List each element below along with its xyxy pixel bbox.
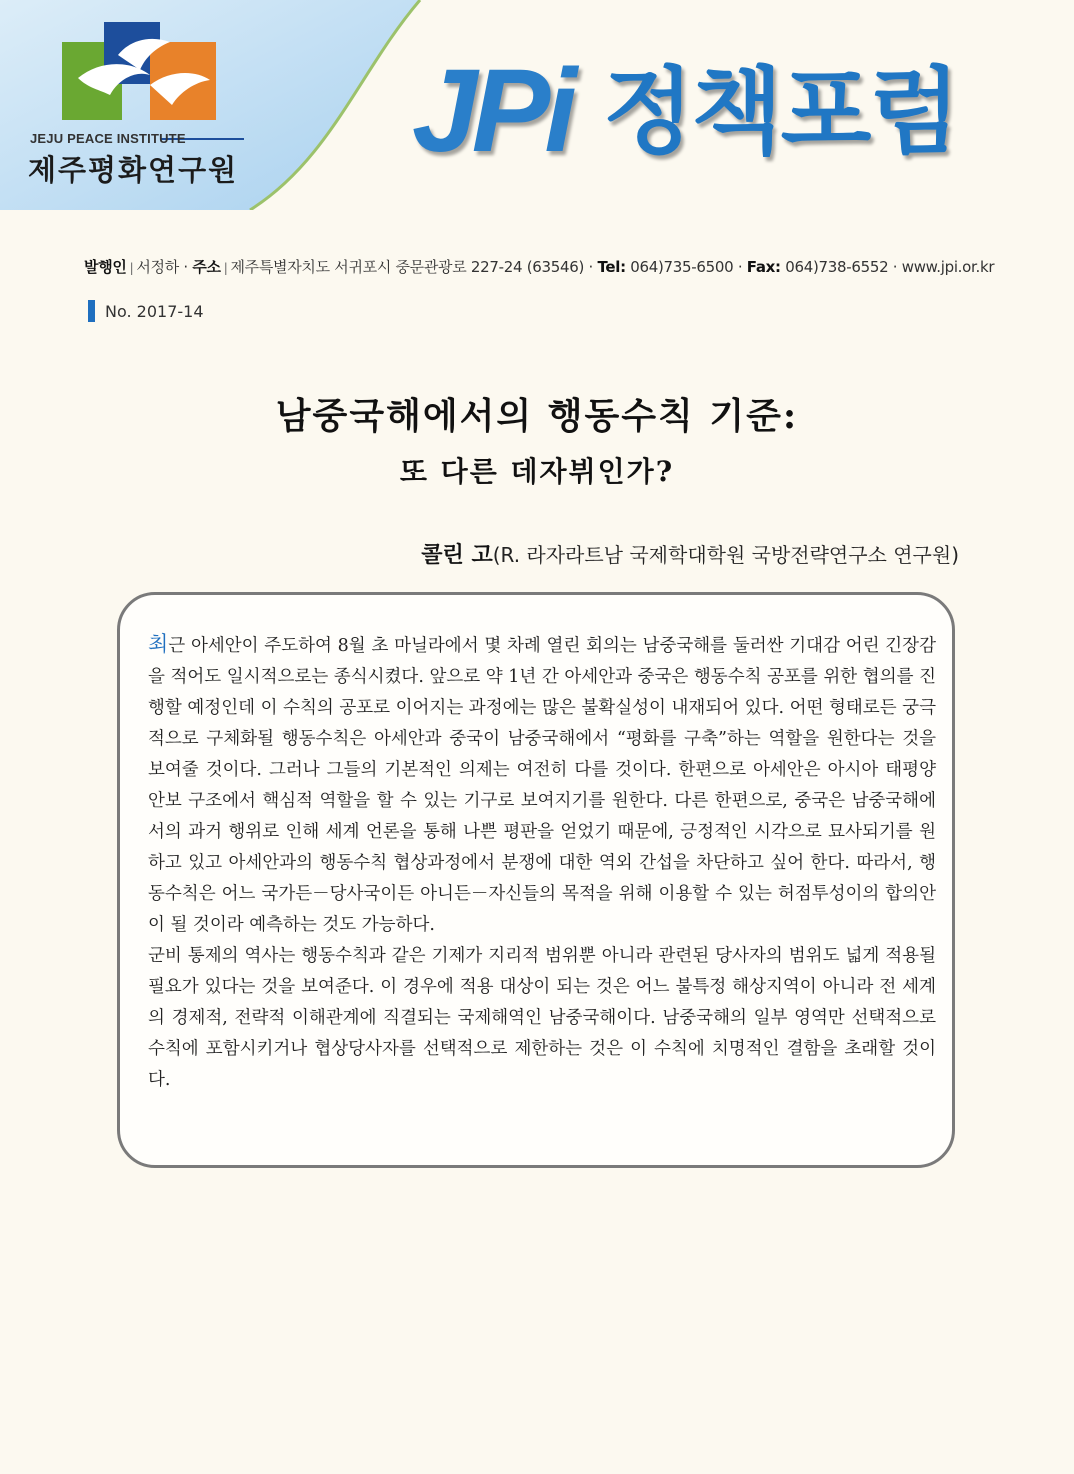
fax-number: 064)738-6552 <box>785 258 889 276</box>
main-title: 남중국해에서의 행동수칙 기준: <box>275 395 799 437</box>
issue-bar <box>88 300 95 322</box>
address: 제주특별자치도 서귀포시 중문관광로 227-24 (63546) <box>230 258 585 276</box>
address-label: 주소 <box>192 258 221 276</box>
tel-label: Tel: <box>597 258 626 276</box>
publisher-name: 서정하 <box>136 258 179 276</box>
issue-text: No. 2017-14 <box>105 301 204 321</box>
drop-cap: 최 <box>148 632 169 656</box>
author-name: 콜린 고 <box>421 543 493 568</box>
summary-text <box>148 629 936 1096</box>
header-banner <box>0 0 1074 210</box>
summary-paragraph-2: 군비 통제의 역사는 행동수칙과 같은 기제가 지리적 범위뿐 아니라 관련된 당사자의 범위도 넓게 적용될 필요가 있다는 것을 보여준다. 이 경우에 적용 대상이 되는 것은 어느 불특정 해상지역이 아니라 전 세계의 경제적, 전략적 이해관계에 직결되는 국제해역인 남중국해이다. 남중국해의 일부 영역만 선택적으로 수칙에 포함시키거나 협상당사자를 선택적으로 제한하는 것은 이 수칙에 치명적인 결함을 초래할 것이다. <box>148 946 936 1090</box>
paragraph-1-text: 근 아세안이 주도하여 8월 초 마닐라에서 몇 차례 열린 회의는 남중국해를 둘러싼 기대감 어린 긴장감을 적어도 일시적으로는 종식시켰다. 앞으로 약 1년 간 아세안과 중국은 행동수칙 공포를 위한 협의를 진행할 예정인데 이 수칙의 공포로 이어지는 과정에는 많은 불확실성이 내재되어 있다. 어떤 형태로든 궁극적으로 구체화될 행동수칙은 아세안과 중국이 남중국해에서 “평화를 구축”하는 역할을 원한다는 것을 보여줄 것이다. 그러나 그들의 기본적인 의제는 여전히 다를 것이다. 한편으로 아세안은 아시아 태평양 안보 구조에서 핵심적 역할을 할 수 있는 기구로 보여지기를 원한다. 다른 한편으로, 중국은 남중국해에서의 과거 행위로 인해 세계 언론을 통해 나쁜 평판을 얻었기 때문에, 긍정적인 시각으로 묘사되기를 원하고 있고 아세안과의 행동수칙 협상과정에서 분쟁에 대한 역외 간섭을 차단하고 싶어 한다. 따라서, 행동수칙은 어느 국가든－당사국이든 아니든－자신들의 목적을 위해 이용할 수 있는 허점투성이의 합의안이 될 것이라 예측하는 것도 가능하다. <box>148 636 936 935</box>
tel-number: 064)735-6500 <box>630 258 734 276</box>
brand-jpi-logo: JPi <box>412 45 572 177</box>
institute-name-kr: 제주평화연구원 <box>28 153 239 187</box>
subtitle: 또 다른 데자뷔인가? <box>399 455 675 488</box>
issue-number <box>88 300 204 322</box>
website-link[interactable]: www.jpi.or.kr <box>901 258 995 276</box>
summary-paragraph-1 <box>148 629 936 941</box>
publisher-label: 발행인 <box>84 258 127 276</box>
fax-label: Fax: <box>746 258 781 276</box>
publication-info: 발행인 | 서정하 · 주소 | 제주특별자치도 서귀포시 중문관광로 227-24 (63546) · Tel: 064)735-6500 · Fax: 064)738-6552 · www.jpi.or.kr <box>84 258 995 276</box>
author-affiliation: (R. 라자라트남 국제학대학원 국방전략연구소 연구원) <box>492 543 959 567</box>
brand-policy-forum: 정책포럼 <box>603 58 959 167</box>
summary-box <box>117 592 955 1168</box>
author-line <box>421 538 959 569</box>
institute-name-en: JEJU PEACE INSTITUTE <box>30 131 186 146</box>
